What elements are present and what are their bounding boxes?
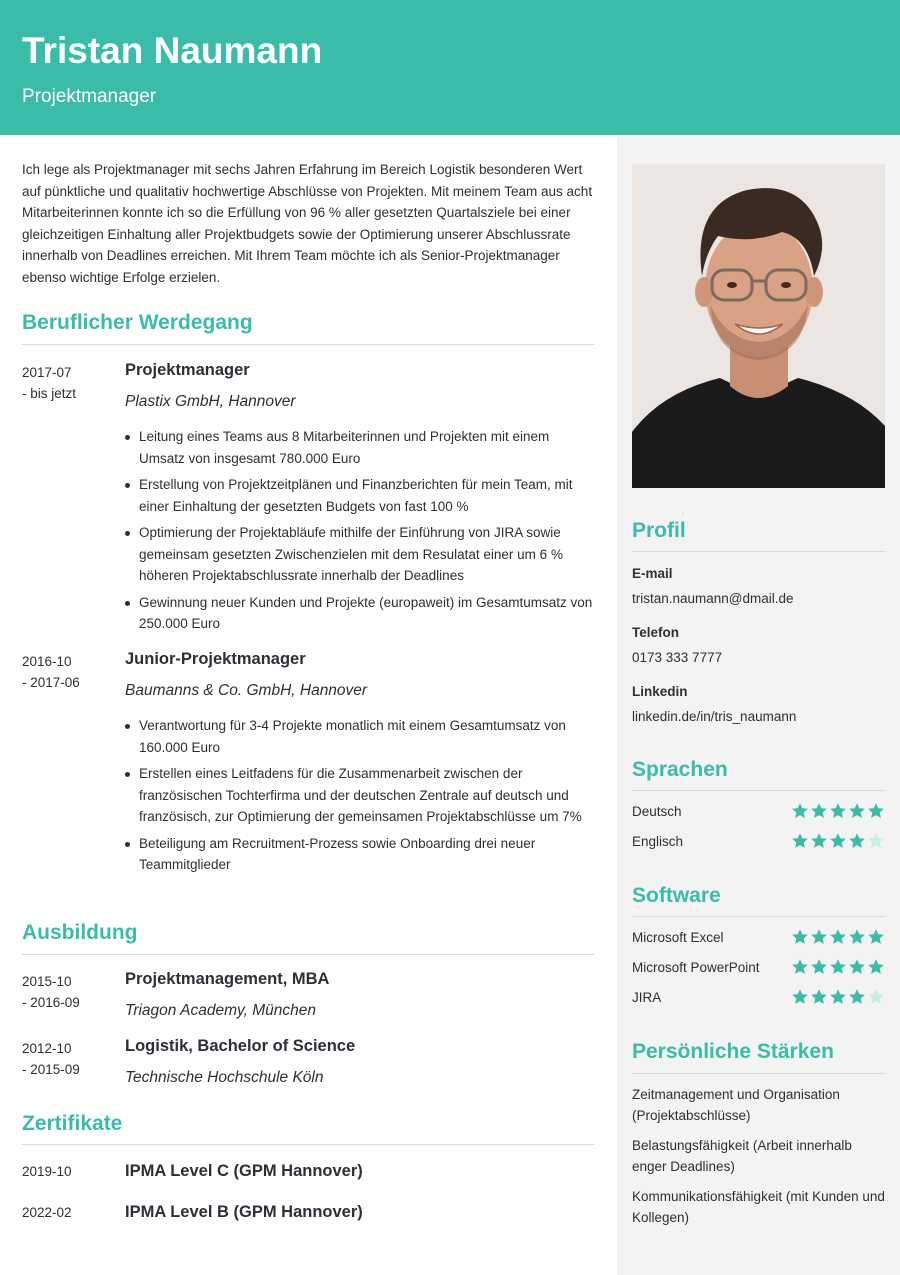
education-title: Ausbildung: [22, 921, 138, 944]
star-filled-icon: [848, 928, 866, 946]
school-name: Technische Hochschule Köln: [125, 1069, 324, 1086]
skill-name: Deutsch: [632, 804, 682, 819]
strength-item: Kommunikationsfähigkeit (mit Kunden und Kollegen): [632, 1189, 885, 1225]
job-title: Projektmanager: [125, 361, 250, 379]
company-name: Baumanns & Co. GmbH, Hannover: [125, 682, 368, 699]
languages-title: Sprachen: [632, 758, 728, 781]
linkedin-value[interactable]: linkedin.de/in/tris_naumann: [632, 709, 797, 724]
rating-stars: [791, 928, 885, 946]
summary-text: Ich lege als Projektmanager mit sechs Jahren Erfahrung im Bereich Logistik besonderen Wert auf pünktliche und qualitativ hochwertige Abschlüsse von Projekten. Mit meinem Team aus acht Mitarbeiterinnen konnte ich so die Erfüllung von 96 % aller gesetzten Quartalsziele bei einer gleichzeitigen Einhaltung aller Projektbudgets sowie der Optimierung unserer Abschlussrate innerhalb von Deadlines erreichen. Mit Ihrem Team möchte ich als Senior-Projektmanager ebenso wichtige Erfolge erzielen.: [22, 162, 593, 285]
star-filled-icon: [829, 832, 847, 850]
rating-stars: [791, 958, 885, 976]
strength-item: Zeitmanagement und Organisation (Projektabschlüsse): [632, 1087, 840, 1123]
entry-date: 2015-10 - 2016-09: [22, 974, 80, 1010]
star-filled-icon: [867, 958, 885, 976]
profile-title: Profil: [632, 519, 686, 542]
main-column: [0, 135, 617, 1275]
entry-date: 2016-10 - 2017-06: [22, 654, 80, 690]
certificate-date: 2022-02: [22, 1205, 72, 1220]
strengths-title: Persönliche Stärken: [632, 1040, 834, 1063]
degree-title: Logistik, Bachelor of Science: [125, 1037, 356, 1055]
language-item: [632, 802, 885, 822]
star-filled-icon: [810, 832, 828, 850]
bullet-item: Erstellung von Projektzeitplänen und Finanzberichten für mein Team, mit einer Einhaltung der gesetzten Budgets von fast 100 %: [125, 474, 595, 517]
star-filled-icon: [791, 988, 809, 1006]
bullet-item: Optimierung der Projektabläufe mithilfe der Einführung von JIRA sowie gemeinsam gesetzten Zwischenzielen mit dem Resulatat einer um 6 % höheren Projektabschlussrate innerhalb der Deadlines: [125, 522, 595, 587]
degree-title: Projektmanagement, MBA: [125, 970, 330, 988]
star-filled-icon: [829, 958, 847, 976]
section-divider: [632, 551, 885, 552]
email-label: E-mail: [632, 566, 673, 581]
linkedin-label: Linkedin: [632, 684, 688, 699]
bullet-item: Erstellen eines Leitfadens für die Zusammenarbeit zwischen der französischen Tochterfirma und der deutschen Zentrale auf deutsch und französisch, zur Optimierung der gemeinsamen Projektabschlüsse um 7%: [125, 763, 595, 828]
job-title: Junior-Projektmanager: [125, 650, 306, 668]
star-filled-icon: [848, 832, 866, 850]
job-bullets: [125, 715, 595, 881]
software-item: [632, 988, 885, 1008]
star-filled-icon: [810, 958, 828, 976]
bullet-item: Gewinnung neuer Kunden und Projekte (europaweit) im Gesamtumsatz von 250.000 Euro: [125, 592, 595, 635]
rating-stars: [791, 832, 885, 850]
software-item: [632, 928, 885, 948]
resume-header: [0, 0, 900, 135]
section-divider: [22, 344, 594, 345]
section-divider: [632, 1073, 885, 1074]
phone-value: 0173 333 7777: [632, 650, 723, 665]
skill-name: JIRA: [632, 990, 662, 1005]
certificate-title: IPMA Level C (GPM Hannover): [125, 1162, 363, 1180]
certificate-date: 2019-10: [22, 1164, 72, 1179]
entry-date: 2012-10 - 2015-09: [22, 1041, 80, 1077]
star-filled-icon: [829, 988, 847, 1006]
star-filled-icon: [791, 958, 809, 976]
rating-stars: [791, 988, 885, 1006]
star-filled-icon: [829, 802, 847, 820]
star-filled-icon: [791, 832, 809, 850]
star-filled-icon: [848, 988, 866, 1006]
skill-name: Microsoft Excel: [632, 930, 724, 945]
company-name: Plastix GmbH, Hannover: [125, 393, 296, 410]
star-filled-icon: [867, 928, 885, 946]
skill-name: Englisch: [632, 834, 684, 849]
star-filled-icon: [791, 802, 809, 820]
star-empty-icon: [867, 832, 885, 850]
section-divider: [632, 790, 885, 791]
software-title: Software: [632, 884, 721, 907]
career-title: Beruflicher Werdegang: [22, 311, 253, 334]
skill-name: Microsoft PowerPoint: [632, 960, 760, 975]
candidate-role: Projektmanager: [22, 86, 157, 107]
star-filled-icon: [829, 928, 847, 946]
section-divider: [632, 916, 885, 917]
section-divider: [22, 1144, 594, 1145]
star-filled-icon: [810, 988, 828, 1006]
strength-item: Belastungsfähigkeit (Arbeit innerhalb enger Deadlines): [632, 1138, 852, 1174]
bullet-item: Leitung eines Teams aus 8 Mitarbeiterinnen und Projekten mit einem Umsatz von insgesamt 780.000 Euro: [125, 426, 595, 469]
star-filled-icon: [848, 802, 866, 820]
software-item: [632, 958, 885, 978]
portrait-icon: [632, 164, 885, 488]
rating-stars: [791, 802, 885, 820]
phone-label: Telefon: [632, 625, 679, 640]
entry-date: 2017-07 - bis jetzt: [22, 365, 77, 401]
sidebar: [617, 135, 900, 1275]
section-divider: [22, 954, 594, 955]
bullet-item: Verantwortung für 3-4 Projekte monatlich mit einem Gesamtumsatz von 160.000 Euro: [125, 715, 595, 758]
certificate-title: IPMA Level B (GPM Hannover): [125, 1203, 363, 1221]
star-empty-icon: [867, 988, 885, 1006]
star-filled-icon: [848, 958, 866, 976]
language-item: [632, 832, 885, 852]
star-filled-icon: [867, 802, 885, 820]
portrait-photo: [632, 164, 885, 488]
candidate-name: Tristan Naumann: [22, 30, 323, 71]
school-name: Triagon Academy, München: [125, 1002, 316, 1019]
star-filled-icon: [791, 928, 809, 946]
certificates-title: Zertifikate: [22, 1112, 123, 1135]
star-filled-icon: [810, 802, 828, 820]
job-bullets: [125, 426, 595, 640]
email-value[interactable]: tristan.naumann@dmail.de: [632, 591, 794, 606]
star-filled-icon: [810, 928, 828, 946]
bullet-item: Beteiligung am Recruitment-Prozess sowie Onboarding drei neuer Teammitglieder: [125, 833, 595, 876]
